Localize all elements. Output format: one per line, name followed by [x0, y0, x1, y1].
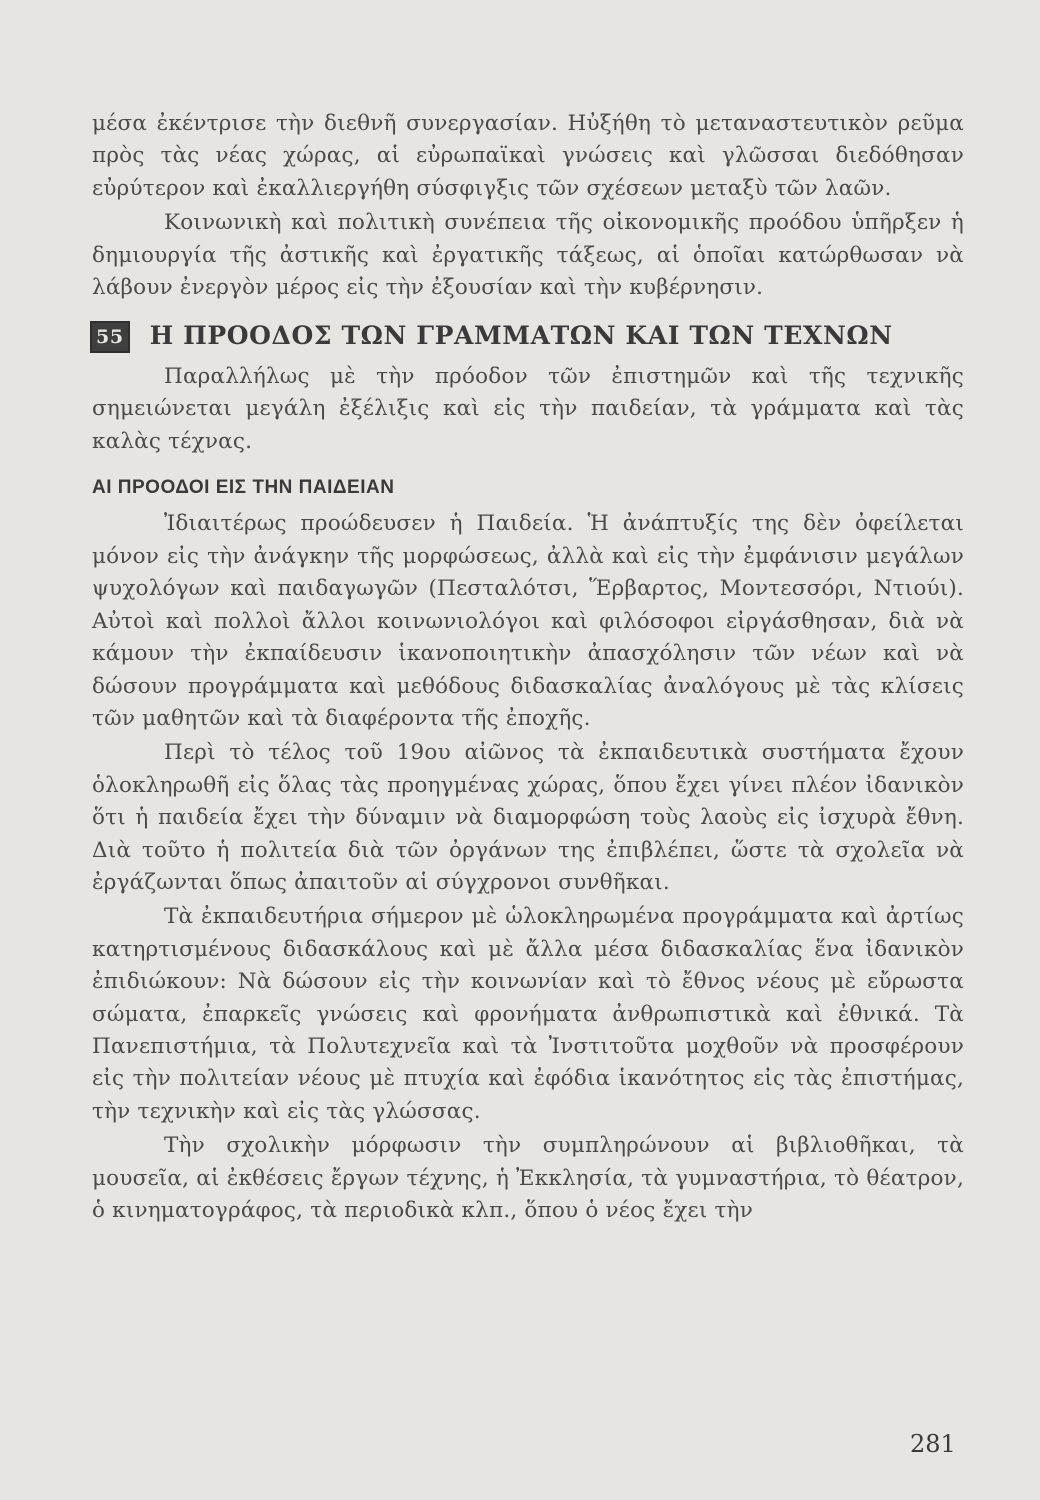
section-title: Η ΠΡΟΟΔΟΣ ΤΩΝ ΓΡΑΜΜΑΤΩΝ ΚΑΙ ΤΩΝ ΤΕΧΝΩΝ: [149, 321, 893, 351]
body-paragraph-2: Περὶ τὸ τέλος τοῦ 19ου αἰῶνος τὰ ἐκπαιδευτικὰ συστήματα ἔχουν ὁλοκληρωθῆ εἰς ὅλας τὰς προηγμένας χώρας, ὅπου ἔχει γίνει πλέον ἰδανικὸν ὅτι ἡ παιδεία ἔχει τὴν δύναμιν νὰ διαμορφώση τοὺς λαοὺς εἰς ἰσχυρὰ ἔθνη. Διὰ τοῦτο ἡ πολιτεία διὰ τῶν ὀργάνων της ἐπιβλέπει, ὥστε τὰ σχολεῖα νὰ ἐργάζωνται ὅπως ἀπαιτοῦν αἱ σύγχρονοι συνθῆκαι.: [92, 740, 964, 895]
intro-paragraph-2: Κοινωνικὴ καὶ πολιτικὴ συνέπεια τῆς οἰκονομικῆς προόδου ὑπῆρξεν ἡ δημιουργία τῆς ἀστικῆς καὶ ἐργατικῆς τάξεως, αἱ ὁποῖαι κατώρθωσαν νὰ λάβουν ἐνεργὸν μέρος εἰς τὴν ἐξουσίαν καὶ τὴν κυβέρνησιν.: [92, 210, 964, 301]
body-paragraph-1: Ἰδιαιτέρως προώδευσεν ἡ Παιδεία. Ἡ ἀνάπτυξίς της δὲν ὀφείλεται μόνον εἰς τὴν ἀνάγκην τῆς μορφώσεως, ἀλλὰ καὶ εἰς τὴν ἐμφάνισιν μεγάλων ψυχολόγων καὶ παιδαγωγῶν (Πεσταλότσι, Ἕρβαρτος, Μοντεσσόρι, Ντιούι). Αὐτοὶ καὶ πολλοὶ ἄλλοι κοινωνιολόγοι καὶ φιλόσοφοι εἰργάσθησαν, διὰ νὰ κάμουν τὴν ἐκπαίδευσιν ἱκανοποιητικὴν ἀπασχόλησιν τῶν νέων καὶ νὰ δώσουν προγράμματα καὶ μεθόδους διδασκαλίας ἀναλόγους μὲ τὰς κλίσεις τῶν μαθητῶν καὶ τὰ διαφέροντα τῆς ἐποχῆς.: [92, 511, 964, 731]
body-paragraph-4: Τὴν σχολικὴν μόρφωσιν τὴν συμπληρώνουν αἱ βιβλιοθῆκαι, τὰ μουσεῖα, αἱ ἐκθέσεις ἔργων τέχνης, ἡ Ἐκκλησία, τὰ γυμναστήρια, τὸ θέατρον, ὁ κινηματογράφος, τὰ περιοδικὰ κλπ., ὅπου ὁ νέος ἔχει τὴν: [92, 1133, 964, 1223]
intro-paragraph-1: μέσα ἐκέντρισε τὴν διεθνῆ συνεργασίαν. Ηὐξήθη τὸ μεταναστευτικὸν ρεῦμα πρὸς τὰς νέας χώρας, αἱ εὐρωπαϊκαὶ γνώσεις καὶ γλῶσσαι διεδόθησαν εὐρύτερον καὶ ἐκαλλιεργήθη σύσφιγξις τῶν σχέσεων μεταξὺ τῶν λαῶν.: [92, 111, 964, 201]
page-content: [92, 108, 964, 1229]
body-paragraph-3: Τὰ ἐκπαιδευτήρια σήμερον μὲ ὡλοκληρωμένα προγράμματα καὶ ἀρτίως κατηρτισμένους διδασκάλους καὶ μὲ ἄλλα μέσα διδασκαλίας ἕνα ἰδανικὸν ἐπιδιώκουν: Νὰ δώσουν εἰς τὴν κοινωνίαν καὶ τὸ ἔθνος νέους μὲ εὔρωστα σώματα, ἐπαρκεῖς γνώσεις καὶ φρονήματα ἀνθρωπιστικὰ καὶ ἐθνικά. Τὰ Πανεπιστήμια, τὰ Πολυτεχνεῖα καὶ τὰ Ἰνστιτοῦτα μοχθοῦν νὰ προσφέρουν εἰς τὴν πολιτείαν νέους μὲ πτυχία καὶ ἐφόδια ἱκανότητος εἰς τὰς ἐπιστήμας, τὴν τεχνικὴν καὶ εἰς τὰς γλώσσας.: [92, 904, 964, 1124]
page-number: 281: [910, 1430, 956, 1458]
subsection-title: ΑΙ ΠΡΟΟΔΟΙ ΕΙΣ ΤΗΝ ΠΑΙΔΕΙΑΝ: [92, 477, 395, 499]
section-heading: [90, 320, 964, 352]
section-intro-paragraph: Παραλλήλως μὲ τὴν πρόοδον τῶν ἐπιστημῶν καὶ τῆς τεχνικῆς σημειώνεται μεγάλη ἐξέλιξις καὶ εἰς τὴν παιδείαν, τὰ γράμματα καὶ τὰς καλὰς τέχνας.: [92, 363, 964, 454]
section-number-badge: 55: [90, 321, 130, 353]
